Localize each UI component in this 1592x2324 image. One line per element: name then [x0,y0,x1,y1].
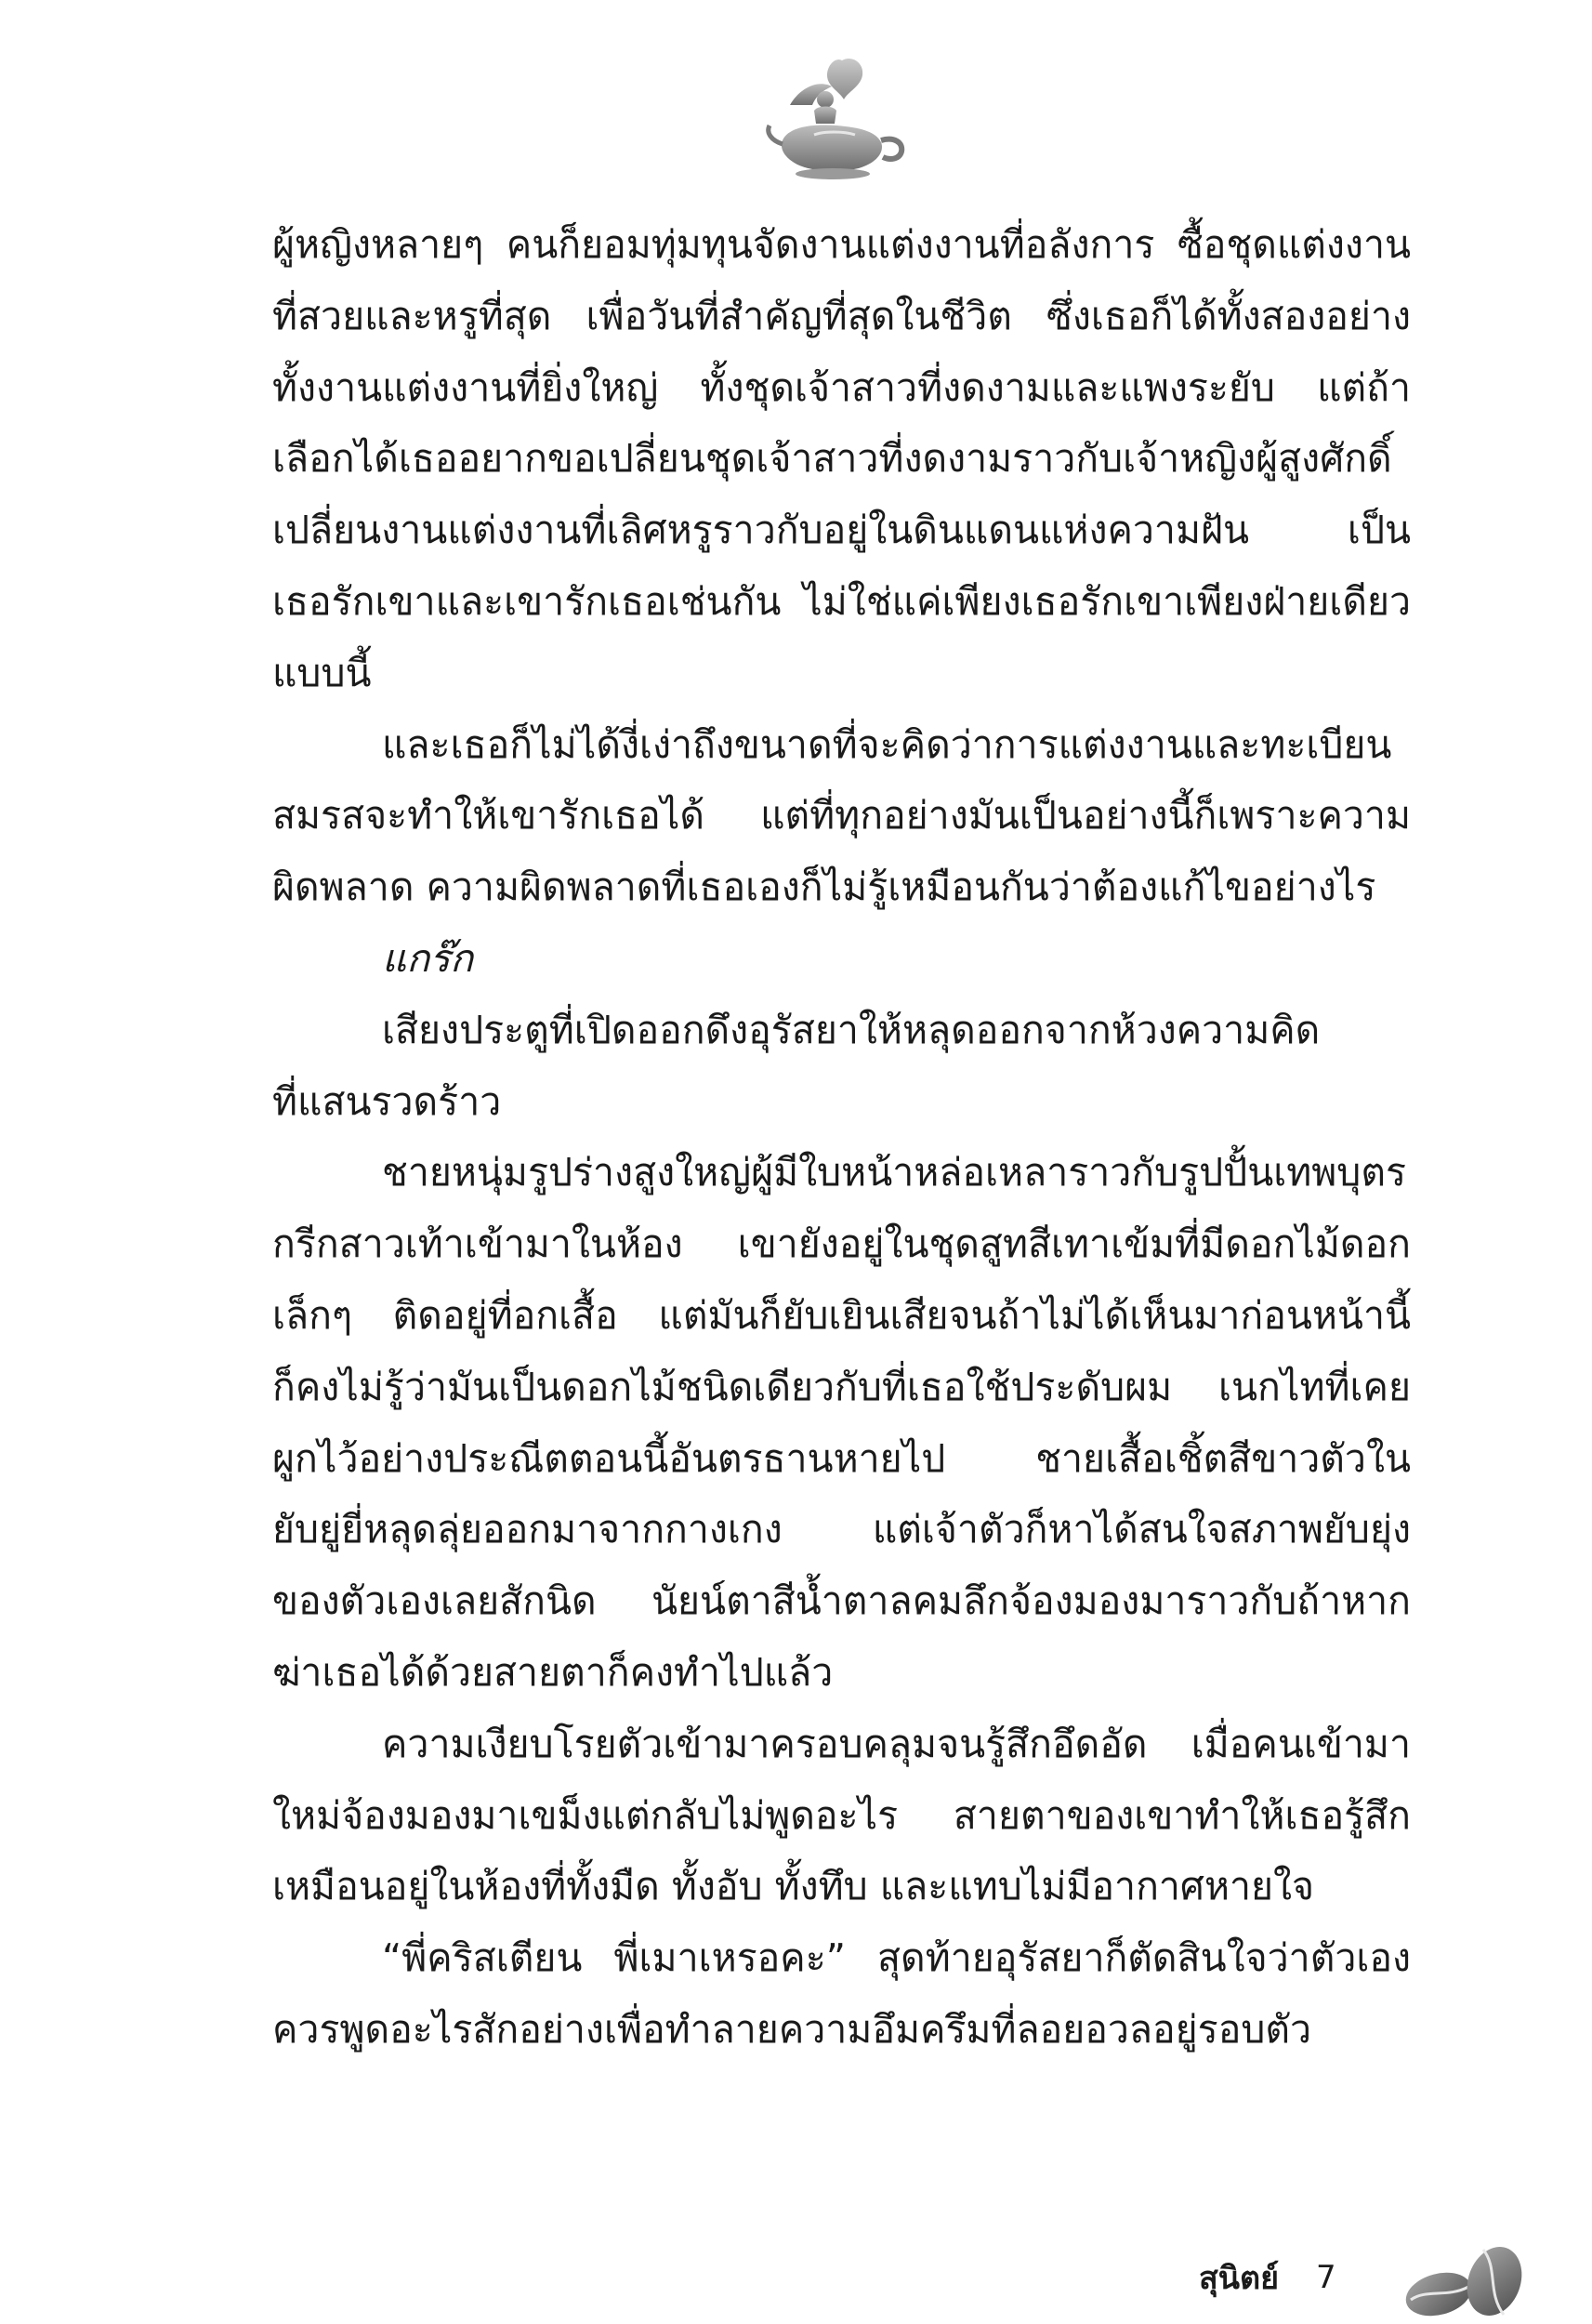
page-footer [1199,2254,1336,2301]
text-line: “พี่คริสเตียน พี่เมาเหรอคะ” สุดท้ายอุรัสยาก็ตัดสินใจว่าตัวเอง [382,1935,1411,1981]
body-text [272,209,1411,2066]
text-line: ฆ่าเธอได้ด้วยสายตาก็คงทำไปแล้ว [272,1649,834,1695]
text-line: ยับยู่ยี่หลุดลุ่ยออกมาจากกางเกง แต่เจ้าตัวก็หาได้สนใจสภาพยับยุ่ง [272,1507,1411,1552]
text-line: ผูกไว้อย่างประณีตตอนนี้อันตรธานหายไป ชายเสื้อเชิ้ตสีขาวตัวใน [272,1435,1411,1481]
text-line: แกร๊ก [382,935,474,981]
text-line: เปลี่ยนงานแต่งงานที่เลิศหรูราวกับอยู่ในดินแดนแห่งความฝัน เป็น [272,508,1411,553]
text-line: และเธอก็ไม่ได้งี่เง่าถึงขนาดที่จะคิดว่าการแต่งงานและทะเบียน [382,721,1392,767]
text-line: เลือกได้เธออยากขอเปลี่ยนชุดเจ้าสาวที่งดงามราวกับเจ้าหญิงผู้สูงศักดิ์ [272,436,1392,482]
text-line: ที่แสนรวดร้าว [272,1078,502,1124]
author-name: สุนิตย์ [1199,2260,1279,2297]
text-line: ของตัวเองเลยสักนิด นัยน์ตาสีน้ำตาลคมลึกจ้องมองมาราวกับถ้าหาก [272,1578,1411,1624]
text-line: ผิดพลาด ความผิดพลาดที่เธอเองก็ไม่รู้เหมือนกันว่าต้องแก้ไขอย่างไร [272,865,1376,910]
text-line: ทั้งงานแต่งงานที่ยิ่งใหญ่ ทั้งชุดเจ้าสาวที่งดงามและแพงระยับ แต่ถ้า [272,364,1411,410]
text-line: แบบนี้ [272,650,372,695]
text-line: ผู้หญิงหลายๆ คนก็ยอมทุ่มทุนจัดงานแต่งงานที่อลังการ ซื้อชุดแต่งงาน [272,222,1411,267]
teapot-cupid-ornament-icon [762,51,911,191]
text-line: สมรสจะทำให้เขารักเธอได้ แต่ที่ทุกอย่างมันเป็นอย่างนี้ก็เพราะความ [272,793,1411,838]
page-number: 7 [1316,2259,1336,2296]
text-line: กรีกสาวเท้าเข้ามาในห้อง เขายังอยู่ในชุดสูทสีเทาเข้มที่มีดอกไม้ดอก [272,1221,1411,1267]
text-line: เล็กๆ ติดอยู่ที่อกเสื้อ แต่มันก็ยับเยินเสียจนถ้าไม่ได้เห็นมาก่อนหน้านี้ [272,1292,1411,1338]
coffee-beans-icon [1394,2240,1533,2324]
text-line: ใหม่จ้องมองมาเขม็งแต่กลับไม่พูดอะไร สายตาของเขาทำให้เธอรู้สึก [272,1792,1411,1838]
text-line: ควรพูดอะไรสักอย่างเพื่อทำลายความอึมครึมที่ลอยอวลอยู่รอบตัว [272,2006,1311,2052]
text-line: เธอรักเขาและเขารักเธอเช่นกัน ไม่ใช่แค่เพียงเธอรักเขาเพียงฝ่ายเดียว [272,578,1411,624]
text-line: ความเงียบโรยตัวเข้ามาครอบคลุมจนรู้สึกอึดอัด เมื่อคนเข้ามา [382,1721,1411,1766]
text-line: ก็คงไม่รู้ว่ามันเป็นดอกไม้ชนิดเดียวกับที่เธอใช้ประดับผม เนกไทที่เคย [272,1364,1411,1409]
text-line: ชายหนุ่มรูปร่างสูงใหญ่ผู้มีใบหน้าหล่อเหลาราวกับรูปปั้นเทพบุตร [382,1150,1406,1195]
text-line: เหมือนอยู่ในห้องที่ทั้งมืด ทั้งอับ ทั้งทึบ และแทบไม่มีอากาศหายใจ [272,1864,1315,1909]
text-line: เสียงประตูที่เปิดออกดึงอุรัสยาให้หลุดออกจากห้วงความคิด [382,1007,1321,1052]
text-line: ที่สวยและหรูที่สุด เพื่อวันที่สำคัญที่สุดในชีวิต ซึ่งเธอก็ได้ทั้งสองอย่าง [272,293,1411,338]
